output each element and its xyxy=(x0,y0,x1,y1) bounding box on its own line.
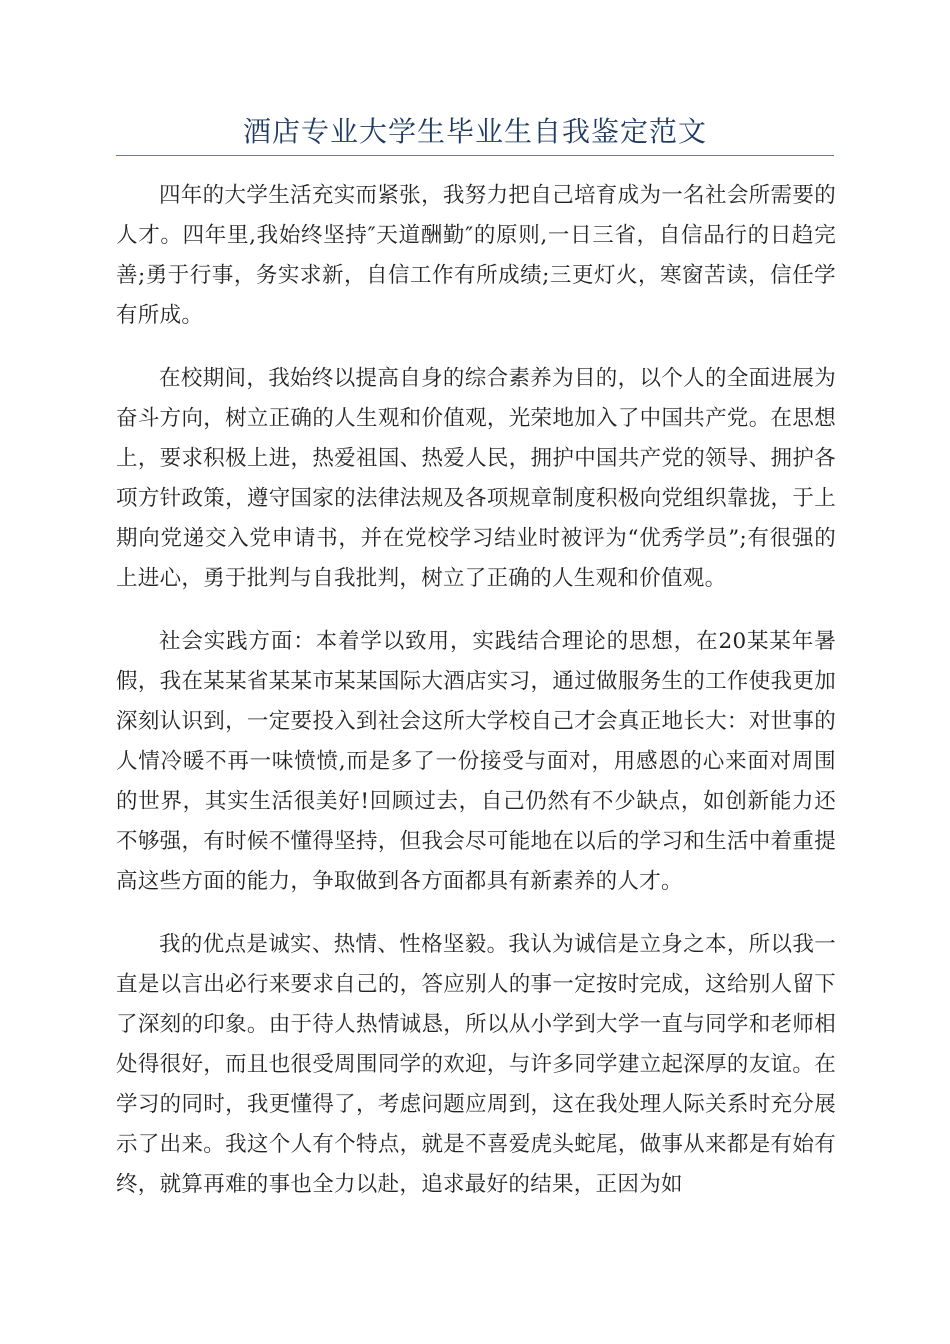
title-underline xyxy=(116,155,834,156)
paragraph-1: 四年的大学生活充实而紧张，我努力把自己培育成为一名社会所需要的人才。四年里,我始终坚持″天道酬勤″的原则,一日三省，自信品行的日趋完善;勇于行事，务实求新，自信工作有所成绩;三更灯火，寒窗苦读，信任学有所成。 xyxy=(116,183,836,328)
paragraph-2: 在校期间，我始终以提高自身的综合素养为目的，以个人的全面进展为奋斗方向，树立正确的人生观和价值观，光荣地加入了中国共产党。在思想上，要求积极上进，热爱祖国、热爱人民，拥护中国共产党的领导、拥护各项方针政策，遵守国家的法律法规及各项规章制度积极向党组织靠拢，于上期向党递交入党申请书，并在党校学习结业时被评为“优秀学员”;有很强的上进心，勇于批判与自我批判，树立了正确的人生观和价值观。 xyxy=(116,366,836,591)
document-body xyxy=(116,176,836,1228)
paragraph-3: 社会实践方面：本着学以致用，实践结合理论的思想，在20某某年暑假，我在某某省某某市某某国际大酒店实习，通过做服务生的工作使我更加深刻认识到，一定要投入到社会这所大学校自己才会真正地长大：对世事的人情冷暖不再一味愤愤,而是多了一份接受与面对，用感恩的心来面对周围的世界，其实生活很美好!回顾过去，自己仍然有不少缺点，如创新能力还不够强，有时候不懂得坚持，但我会尽可能地在以后的学习和生活中着重提高这些方面的能力，争取做到各方面都具有新素养的人才。 xyxy=(116,629,836,894)
paragraph-4: 我的优点是诚实、热情、性格坚毅。我认为诚信是立身之本，所以我一直是以言出必行来要求自己的，答应别人的事一定按时完成，这给别人留下了深刻的印象。由于待人热情诚恳，所以从小学到大学一直与同学和老师相处得很好，而且也很受周围同学的欢迎，与许多同学建立起深厚的友谊。在学习的同时，我更懂得了，考虑问题应周到，这在我处理人际关系时充分展示了出来。我这个人有个特点，就是不喜爱虎头蛇尾，做事从来都是有始有终，就算再难的事也全力以赴，追求最好的结果，正因为如 xyxy=(116,932,836,1197)
document-title: 酒店专业大学生毕业生自我鉴定范文 xyxy=(242,115,707,148)
